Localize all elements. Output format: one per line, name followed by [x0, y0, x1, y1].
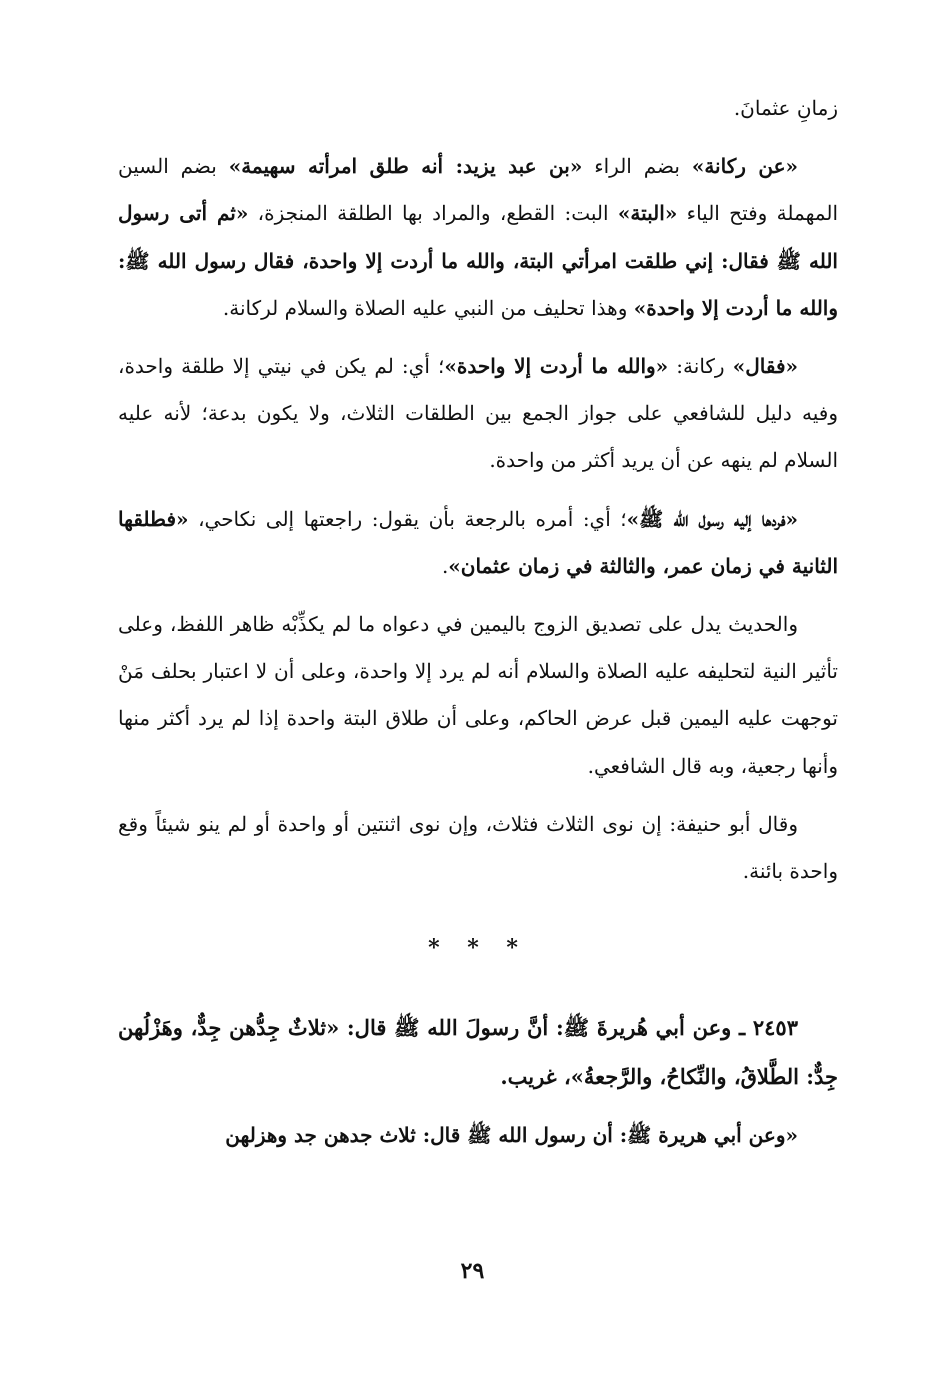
bold-quote: ٢٤٥٣ ـ وعن أبي هُريرةَ ﷺ: أنَّ رسولَ الله ﷺ قال: «ثلاثٌ جِدُّهن جِدٌّ، وهَزْلُهن جِدٌّ: الطَّلاقُ، والنِّكاحُ، والرَّجعةُ»، غريب. [118, 1015, 838, 1089]
commentary-paragraph [118, 143, 838, 332]
text-run: البت: القطع، والمراد بها الطلقة المنجزة، [248, 201, 618, 226]
page-number: ٢٩ [460, 1258, 485, 1284]
text-run: . [441, 553, 449, 578]
text-run: بضم الراء [582, 154, 692, 179]
bold-quote: «عن ركانة» [691, 154, 799, 179]
text-run: ؛ أي: أمره بالرجعة بأن يقول: راجعتها إلى نكاحي، [188, 506, 627, 531]
bold-quote: «فردها إليه رسول الله ﷺ» [626, 506, 798, 531]
commentary-paragraph [118, 601, 838, 790]
text-run: زمانِ عثمانَ. [733, 96, 838, 120]
commentary-paragraph [118, 801, 838, 895]
text-run: وهذا تحليف من النبي عليه الصلاة والسلام لركانة. [222, 295, 634, 320]
bold-quote: «البتة» [617, 201, 678, 226]
text-run: ركانة: [668, 354, 733, 379]
bold-quote: «وعن أبي هريرة ﷺ: أن رسول الله ﷺ قال: ثلاث جدهن جد وهزلهن [225, 1122, 798, 1147]
bold-quote: «بن عبد يزيد: أنه طلق امرأته سهيمة» [228, 154, 583, 179]
text-run: وقال أبو حنيفة: إن نوى الثلاث فثلاث، وإن نوى اثنتين أو واحدة أو لم ينو شيئاً وقع واحدة بائنة. [118, 811, 838, 884]
commentary-paragraph [118, 85, 838, 132]
commentary-paragraph [118, 496, 838, 590]
text-run: والحديث يدل على تصديق الزوج باليمين في دعواه ما لم يكذِّبْه ظاهر اللفظ، وعلى تأثير النية لتحليفه عليه الصلاة والسلام أنه لم يرد إلا واحدة، وعلى أن لا اعتبار بحلف مَنْ توجهت عليه اليمين قبل عرض الحاكم، وعلى أن طلاق البتة واحدة إذا لم يرد أكثر منها وأنها رجعية، وبه قال الشافعي. [118, 612, 838, 778]
text-run: بضم السين المهملة وفتح الياء [118, 154, 839, 226]
text-run: ؛ أي: لم يكن في نيتي إلا طلقة واحدة، وفيه دليل للشافعي على جواز الجمع بين الطلقات الثلاث، ولا يكون بدعة؛ لأنه عليه السلام لم ينهه عن أن يريد أكثر من واحدة. [118, 354, 838, 473]
bold-quote: «والله ما أردت إلا واحدة» [444, 354, 669, 379]
section-separator: * * * [428, 935, 528, 962]
commentary-paragraph [118, 343, 838, 485]
hadith-paragraph [118, 1004, 838, 1100]
bold-quote: «فقال» [732, 354, 799, 379]
page-body [118, 85, 838, 1159]
bold-quote: «فطلقها الثانية في زمان عمر، والثالثة في زمان عثمان» [118, 506, 838, 578]
hadith-paragraph [118, 1112, 838, 1159]
bold-quote: «ثم أتى رسول الله ﷺ فقال: إني طلقت امرأتي البتة، والله ما أردت إلا واحدة، فقال رسول الله ﷺ: والله ما أردت إلا واحدة» [118, 201, 838, 320]
